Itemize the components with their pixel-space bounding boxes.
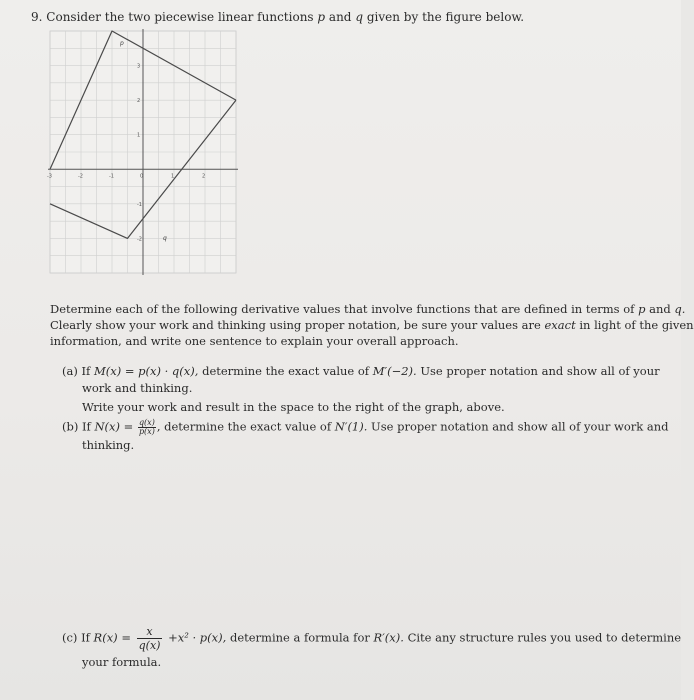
y-tick-label: 1 [137,132,141,139]
part-a-line-1: (a) If M(x) = p(x) · q(x), determine the exact value of M′(−2). Use proper notation and show all of your [62,364,660,378]
x-tick-label: 1 [171,173,175,180]
part-c-line-2: your formula. [82,655,162,669]
func-p-name: p [317,10,326,24]
part-b-line-2: thinking. [82,438,135,452]
func-q-name: q [355,10,364,24]
instructions-line-3: information, and write one sentence to explain your overall approach. [50,334,459,348]
x-tick-label: -2 [78,173,83,180]
y-tick-label: 2 [137,98,141,105]
part-b-line-1: (b) If N(x) = $\frac{q(x)}{p(x)}$ , determine the exact value of N′(1). Use proper notation and show all of your work and [62,418,669,436]
label-q: q [163,235,167,242]
part-c-label: (c) [62,630,78,645]
x-tick-label: 2 [202,173,206,180]
instructions-line-2: Clearly show your work and thinking using proper notation, be sure your values are exact in light of the given [50,318,694,332]
part-b-label: (b) [62,419,79,434]
and-word: and [328,10,352,24]
graph [44,26,244,286]
part-a-line-2: work and thinking. [82,381,193,395]
part-c-line-1: (c) If R(x) = $\frac{x}{q(x)}$ +x² · p(x), determine a formula for R′(x). Cite any structure rules you used to determine [62,625,682,652]
x-tick-label: 0 [140,173,144,180]
question-intro-end: given by the figure below. [366,10,525,24]
x-tick-label: -1 [109,173,114,180]
part-b-fraction: $\frac{q(x)}{p(x)}$ [138,418,155,436]
question-number: 9. [31,10,43,24]
part-a-label: (a) [62,364,78,378]
part-a-line-3: Write your work and result in the space to the right of the graph, above. [82,400,505,414]
y-tick-label: -2 [137,236,142,243]
y-tick-label: 3 [137,63,141,70]
question-header [31,10,524,24]
instructions-line-1: Determine each of the following derivative values that involve functions that are defined in terms of p and q. [50,302,686,316]
x-tick-label: -3 [47,173,52,180]
label-p: p [120,40,124,47]
y-tick-label: -1 [137,201,142,208]
question-intro: Consider the two piecewise linear functions [46,10,314,24]
part-c-fraction: $\frac{x}{q(x)}$ [138,625,161,652]
